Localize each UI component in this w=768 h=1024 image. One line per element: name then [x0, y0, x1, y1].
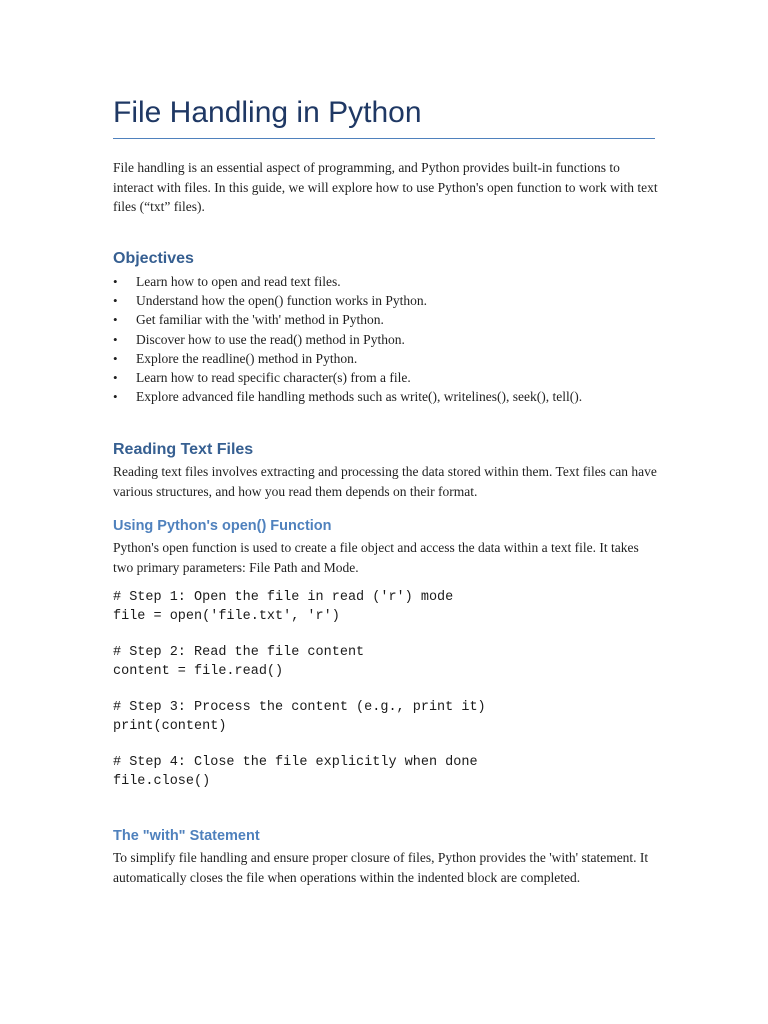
- code-block-step-3: # Step 3: Process the content (e.g., print it) print(content): [113, 700, 486, 734]
- list-item: [113, 272, 658, 291]
- list-item: [113, 349, 658, 368]
- bullet-icon: •: [113, 312, 118, 328]
- with-statement-paragraph: To simplify file handling and ensure proper closure of files, Python provides the 'with' statement. It automatically closes the file when operations within the indented block are completed.: [113, 850, 649, 885]
- bullet-icon: •: [113, 293, 118, 309]
- list-item: [113, 330, 658, 349]
- bullet-icon: •: [113, 389, 118, 405]
- list-item-text: Explore advanced file handling methods such as write(), writelines(), seek(), tell().: [136, 389, 583, 405]
- list-item-text: Get familiar with the 'with' method in Python.: [136, 312, 384, 328]
- list-item: [113, 368, 658, 387]
- bullet-icon: •: [113, 331, 118, 347]
- objectives-list: [113, 272, 658, 406]
- list-item: [113, 310, 658, 329]
- list-item-text: Explore the readline() method in Python.: [136, 350, 358, 366]
- intro-paragraph: File handling is an essential aspect of programming, and Python provides built-in functions to interact with files. In this guide, we will explore how to use Python's open function to work with text files (“txt” files).: [113, 160, 658, 214]
- list-item-text: Learn how to open and read text files.: [136, 274, 341, 289]
- code-block-step-2: # Step 2: Read the file content content = file.read(): [113, 645, 365, 679]
- reading-heading: Reading Text Files: [113, 441, 254, 458]
- list-item-text: Learn how to read specific character(s) from a file.: [136, 370, 411, 386]
- open-function-paragraph: Python's open function is used to create a file object and access the data within a text file. It takes two primary parameters: File Path and Mode.: [113, 540, 639, 575]
- objectives-heading: Objectives: [113, 250, 194, 267]
- title-underline: [113, 138, 655, 139]
- with-statement-heading: The "with" Statement: [113, 828, 260, 844]
- bullet-icon: •: [113, 274, 118, 289]
- document-title: File Handling in Python: [113, 96, 422, 129]
- list-item-text: Discover how to use the read() method in Python.: [136, 331, 405, 347]
- bullet-icon: •: [113, 370, 118, 386]
- open-function-heading: Using Python's open() Function: [113, 518, 332, 534]
- list-item: [113, 291, 658, 310]
- reading-paragraph: Reading text files involves extracting and processing the data stored within them. Text files can have various structures, and how you read them depends on their format.: [113, 464, 657, 499]
- bullet-icon: •: [113, 350, 118, 366]
- list-item: [113, 387, 658, 406]
- code-block-step-4: # Step 4: Close the file explicitly when done file.close(): [113, 755, 478, 789]
- list-item-text: Understand how the open() function works in Python.: [136, 293, 427, 309]
- code-block-step-1: # Step 1: Open the file in read ('r') mode file = open('file.txt', 'r'): [113, 590, 454, 624]
